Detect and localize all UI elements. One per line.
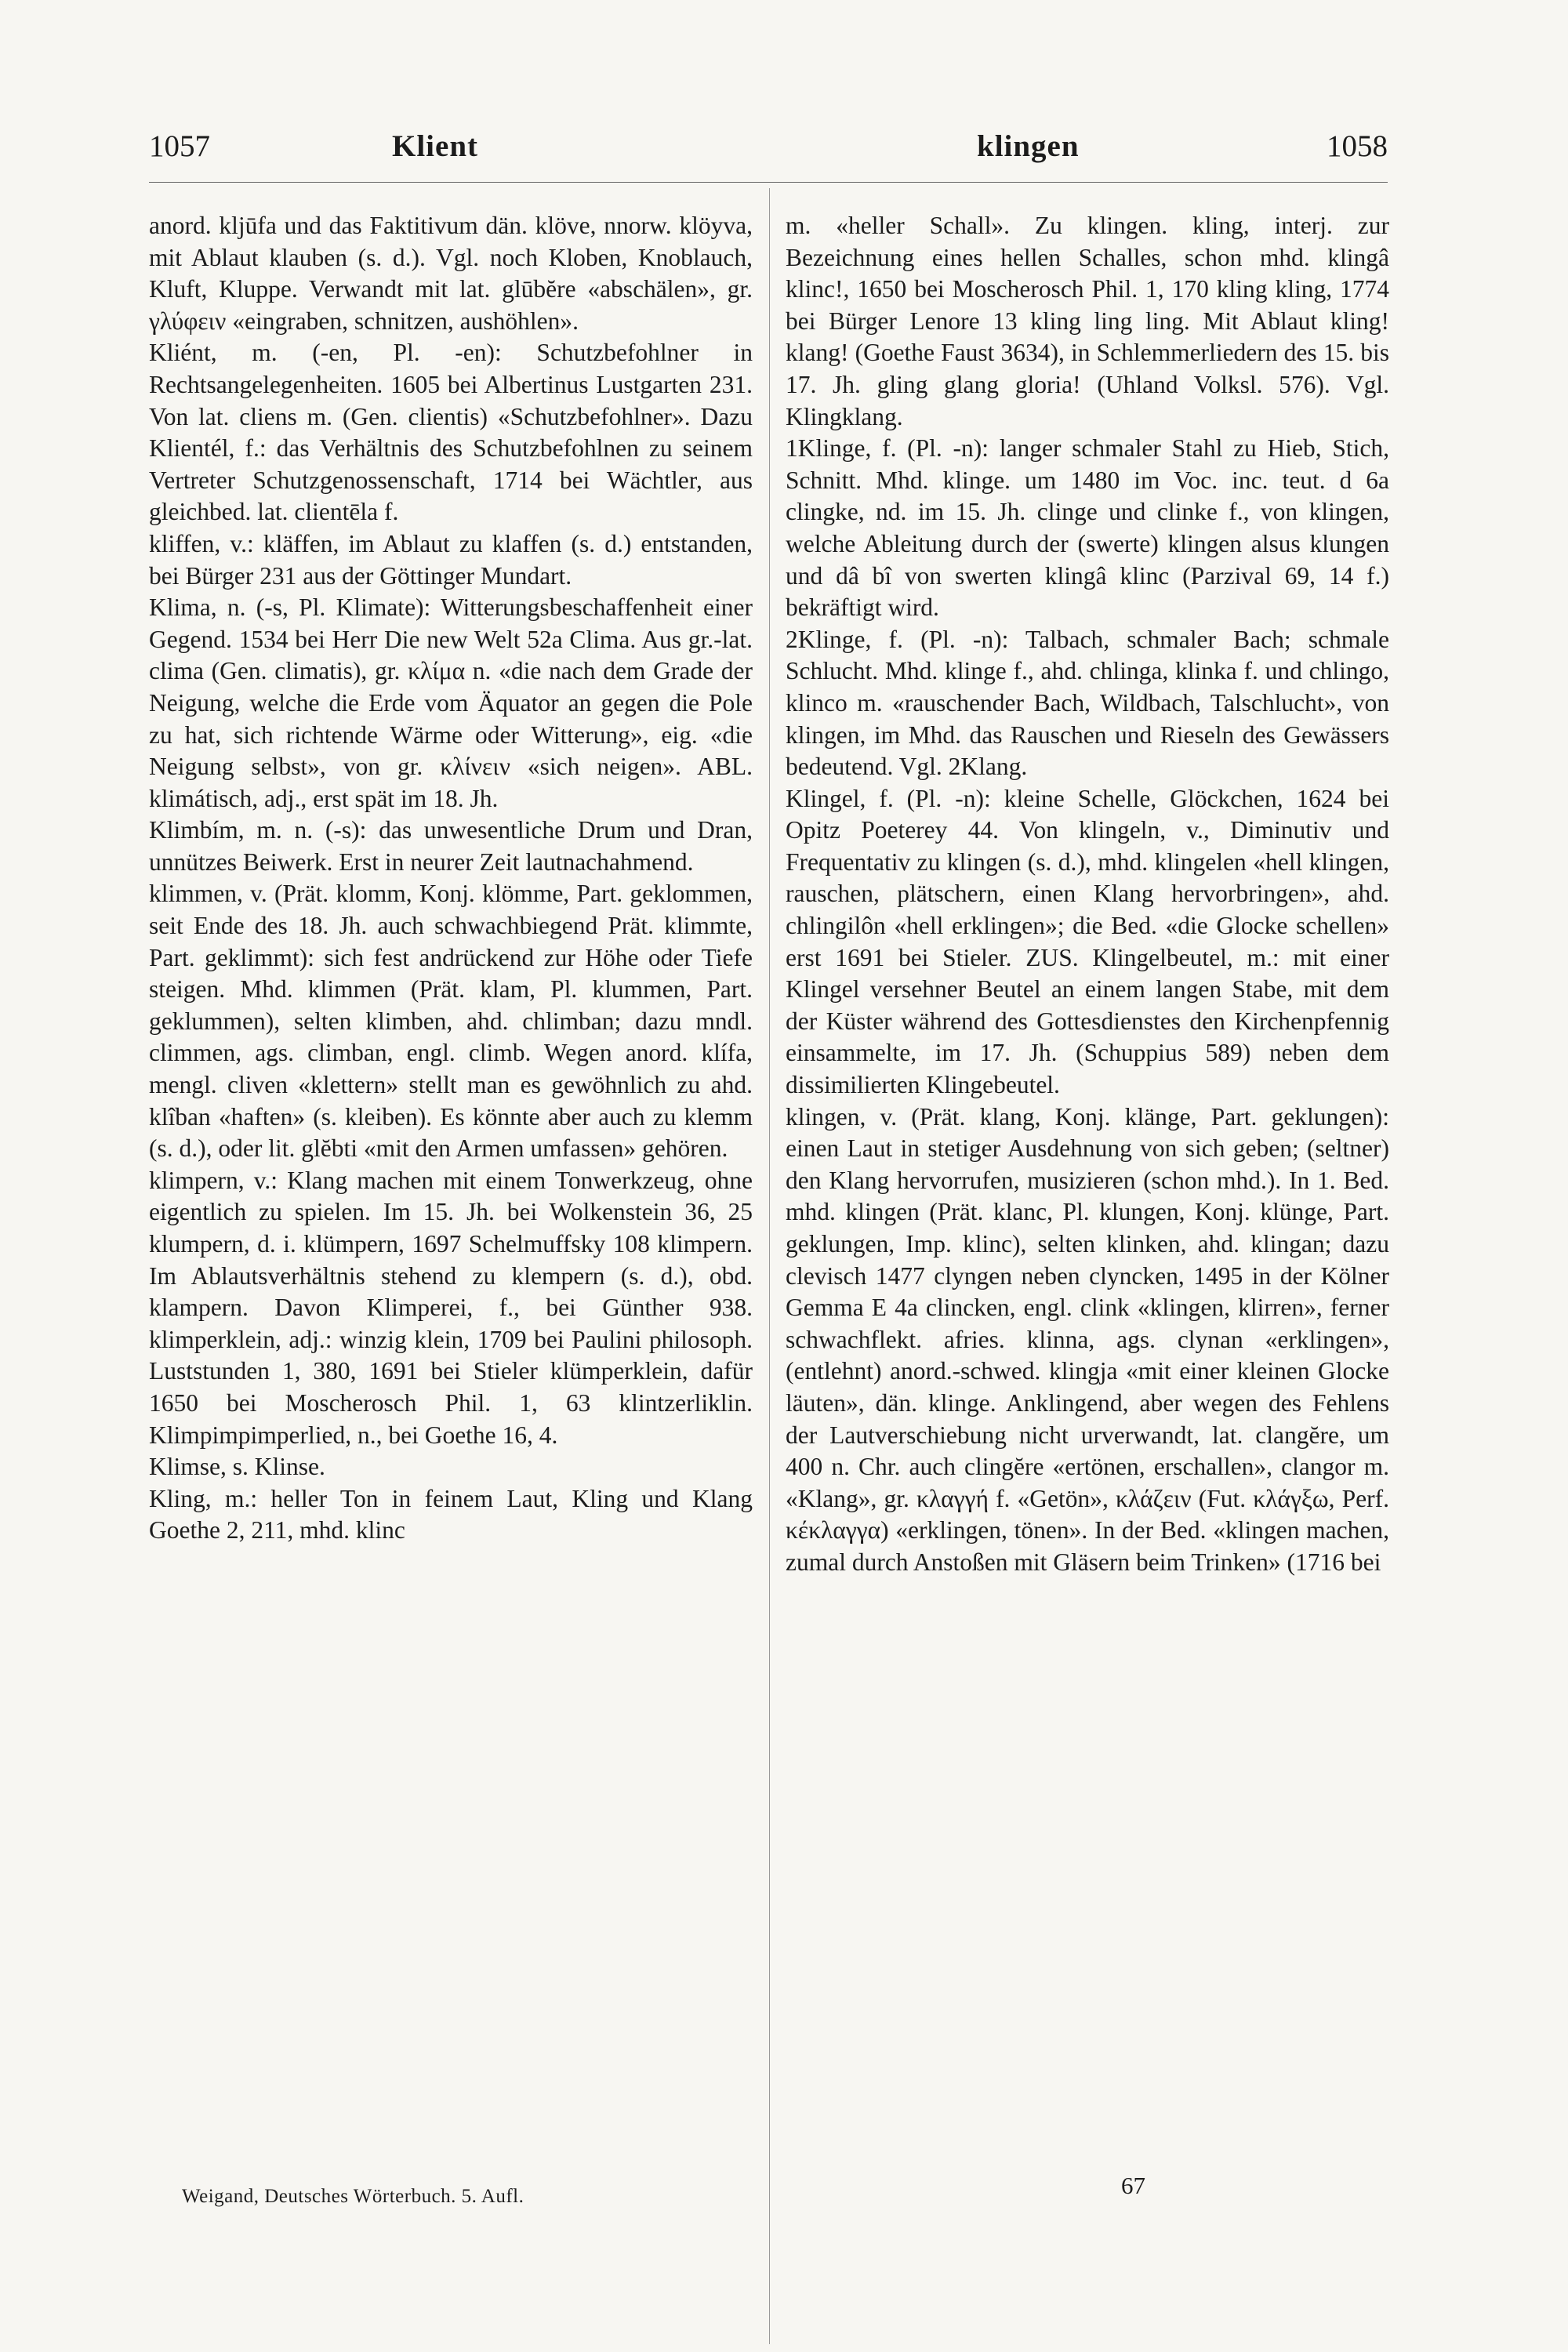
entry-paragraph: klimmen, v. (Prät. klomm, Konj. klömme, Part. geklommen, seit Ende des 18. Jh. auch schwachbiegend Prät. klimmte, Part. geklimmt): sich fest andrückend zur Höhe oder Tiefe steigen. Mhd. klimmen (Prät. klam, Pl. klummen, Part. geklummen), selten klimben, ahd. chlimban; dazu mndl. climmen, ags. climban, engl. climb. Wegen anord. klífa, mengl. cliven «klettern» stellt man es gewöhnlich zu ahd. klîban «haften» (s. kleiben). Es könnte aber auch zu klemm (s. d.), oder lit. glĕbti «mit den Armen umfassen» gehören.	[149, 880, 753, 1163]
guide-word-right: klingen	[977, 129, 1080, 163]
entry-paragraph: anord. kljūfa und das Faktitivum dän. klöve, nnorw. klöyva, mit Ablaut klauben (s. d.). Vgl. noch Kloben, Knoblauch, Kluft, Kluppe. Verwandt mit lat. glūbĕre «abschälen», gr. γλύφειν «eingraben, schnitzen, aushöhlen».	[149, 212, 753, 335]
entry-paragraph: Kling, m.: heller Ton in feinem Laut, Kling und Klang Goethe 2, 211, mhd. klinc	[149, 1484, 753, 1544]
page-number-right: 1058	[1327, 129, 1388, 163]
right-column	[786, 210, 1389, 1579]
column-separator	[769, 188, 770, 2344]
entry-paragraph: klingen, v. (Prät. klang, Konj. klänge, Part. geklungen): einen Laut in stetiger Ausdehnung von sich geben; (seltner) den Klang hervorrufen, musizieren (schon mhd.). In 1. Bed. mhd. klingen (Prät. klanc, Pl. klungen, Konj. klünge, Part. geklungen, Imp. klinc), selten klinken, ahd. klingan; dazu clevisch 1477 clyngen neben clyncken, 1495 in der Kölner Gemma E 4a clincken, engl. clink «klingen, klirren», ferner schwachflekt. afries. klinna, ags. clynan «erklingen», (entlehnt) anord.-schwed. klingja «mit einer kleinen Glocke läuten», dän. klinge. Anklingend, aber wegen des Fehlens der Lautverschiebung nicht urverwandt, lat. clangĕre, um 400 n. Chr. auch clingĕre «ertönen, erschallen», clangor m. «Klang», gr. κλαγγή f. «Getön», κλάζειν (Fut. κλάγξω, Perf. κέκλαγγα) «erklingen, tönen». In der Bed. «klingen machen, zumal durch Anstoßen mit Gläsern beim Trinken» (1716 bei	[786, 1102, 1389, 1576]
entry-paragraph: Kliént, m. (-en, Pl. -en): Schutzbefohlner in Rechtsangelegenheiten. 1605 bei Albertinus Lustgarten 231. Von lat. cliens m. (Gen. clientis) «Schutzbefohlner». Dazu Klientél, f.: das Verhältnis des Schutzbefohlnen zu seinem Vertreter Schutzgenossenschaft, 1714 bei Wächtler, aus gleichbed. lat. clientēla f.	[149, 339, 753, 526]
sheet-number: 67	[1121, 2172, 1145, 2199]
entry-paragraph: klimpern, v.: Klang machen mit einem Tonwerkzeug, ohne eigentlich zu spielen. Im 15. Jh. bei Wolkenstein 36, 25 klumpern, d. i. klümpern, 1697 Schelmuffsky 108 klimpern. Im Ablautsverhältnis stehend zu klempern (s. d.), obd. klampern. Davon Klimperei, f., bei Günther 938. klimperklein, adj.: winzig klein, 1709 bei Paulini philosoph. Luststunden 1, 380, 1691 bei Stieler klümperklein, dafür 1650 bei Moscherosch Phil. 1, 63 klintzerliklin. Klimpimpimperlied, n., bei Goethe 16, 4.	[149, 1166, 753, 1449]
entry-paragraph: m. «heller Schall». Zu klingen. kling, interj. zur Bezeichnung eines hellen Schalles, schon mhd. klingâ klinc!, 1650 bei Moscherosch Phil. 1, 170 kling kling, 1774 bei Bürger Lenore 13 kling ling ling. Mit Ablaut kling! klang! (Goethe Faust 3634), in Schlemmerliedern des 15. bis 17. Jh. gling glang gloria! (Uhland Volksl. 576). Vgl. Klingklang.	[786, 212, 1389, 430]
left-column	[149, 210, 753, 1547]
entry-paragraph: Klima, n. (-s, Pl. Klimate): Witterungsbeschaffenheit einer Gegend. 1534 bei Herr Die new Welt 52a Clima. Aus gr.-lat. clima (Gen. climatis), gr. κλίμα n. «die nach dem Grade der Neigung, welche die Erde vom Äquator an gegen die Pole zu hat, sich richtende Wärme oder Witterung», eig. «die Neigung selbst», von gr. κλίνειν «sich neigen». ABL. klimátisch, adj., erst spät im 18. Jh.	[149, 593, 753, 812]
entry-paragraph: 1Klinge, f. (Pl. -n): langer schmaler Stahl zu Hieb, Stich, Schnitt. Mhd. klinge. um 1480 im Voc. inc. teut. d 6a clingke, nd. im 15. Jh. clinge und clinke f., von klingen, welche Ableitung durch der (swerte) klingen alsus klungen und dâ bî von swerten klingâ klinc (Parzival 69, 14 f.) bekräftigt wird.	[786, 434, 1389, 622]
page-number-left: 1057	[149, 129, 210, 163]
guide-word-left: Klient	[392, 129, 478, 163]
printer-signature: Weigand, Deutsches Wörterbuch. 5. Aufl.	[182, 2186, 524, 2207]
entry-paragraph: Klingel, f. (Pl. -n): kleine Schelle, Glöckchen, 1624 bei Opitz Poeterey 44. Von klingeln, v., Diminutiv und Frequentativ zu klingen (s. d.), mhd. klingelen «hell klingen, rauschen, plätschern, einen Klang hervorbringen», ahd. chlingilôn «hell erklingen»; die Bed. «die Glocke schellen» erst 1691 bei Stieler. ZUS. Klingelbeutel, m.: mit einer Klingel versehner Beutel an einem langen Stabe, mit dem der Küster während des Gottesdienstes den Kirchenpfennig einsammelte, im 17. Jh. (Schuppius 589) neben dem dissimilierten Klingebeutel.	[786, 784, 1389, 1099]
entry-paragraph: kliffen, v.: kläffen, im Ablaut zu klaffen (s. d.) entstanden, bei Bürger 231 aus der Göttinger Mundart.	[149, 529, 753, 590]
running-header	[149, 129, 1388, 176]
header-rule	[149, 182, 1388, 183]
entry-paragraph: Klimbím, m. n. (-s): das unwesentliche Drum und Dran, unnützes Beiwerk. Erst in neurer Zeit lautnachahmend.	[149, 816, 753, 876]
entry-paragraph: 2Klinge, f. (Pl. -n): Talbach, schmaler Bach; schmale Schlucht. Mhd. klinge f., ahd. chlinga, klinka f. und chlingo, klinco m. «rauschender Bach, Wildbach, Talschlucht», von klingen, im Mhd. das Rauschen und Rieseln des Gewässers bedeutend. Vgl. 2Klang.	[786, 625, 1389, 781]
entry-paragraph: Klimse, s. Klinse.	[149, 1453, 325, 1481]
